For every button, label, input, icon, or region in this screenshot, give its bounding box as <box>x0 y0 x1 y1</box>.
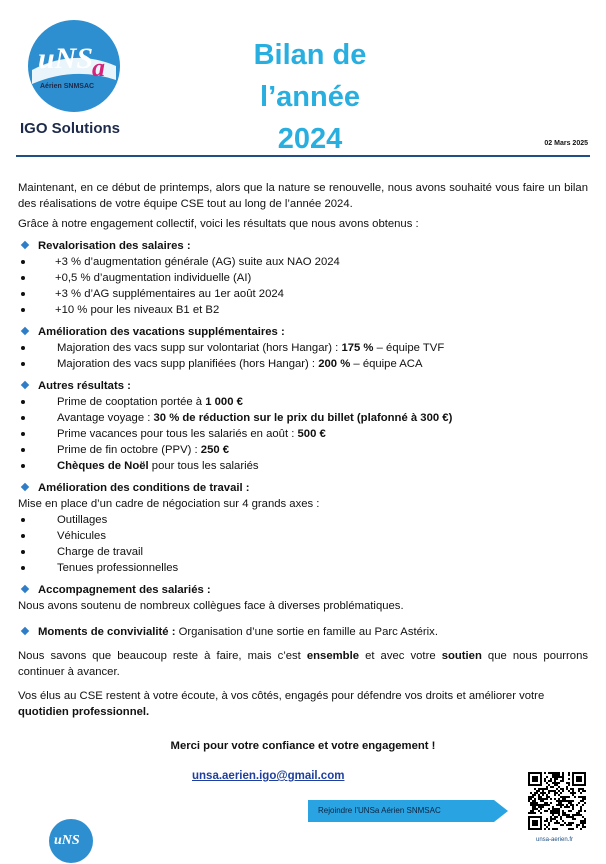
diamond-bullet-icon <box>21 381 29 389</box>
diamond-bullet-icon <box>21 627 29 635</box>
conditions-list <box>18 512 588 576</box>
company-name: IGO Solutions <box>20 120 120 137</box>
autres-list <box>18 394 588 474</box>
section-title: Amélioration des vacations supplémentaires : <box>38 326 285 338</box>
thanks-line: Merci pour votre confiance et votre engagement ! <box>170 740 436 752</box>
accompagnement-text: Nous avons soutenu de nombreux collègues face à diverses problématiques. <box>18 600 404 612</box>
section-title: Revalorisation des salaires : <box>38 240 191 252</box>
section-accompagnement <box>18 582 588 598</box>
list-item: Prime de fin octobre (PPV) : 250 € <box>18 442 588 458</box>
svg-text:uNS: uNS <box>54 833 80 848</box>
section-vacations <box>18 324 588 340</box>
salaires-list <box>18 254 588 318</box>
closing-paragraph-1: Nous savons que beaucoup reste à faire, mais c’est ensemble et avec votre soutien que nous pourrons continuer à avancer. <box>18 650 589 678</box>
section-salaires <box>18 238 588 254</box>
page-title <box>200 34 420 160</box>
conditions-lead: Mise en place d’un cadre de négociation sur 4 grands axes : <box>18 498 320 510</box>
section-autres <box>18 378 588 394</box>
website-caption: unsa-aerien.fr <box>536 837 574 843</box>
section-title: Moments de convivialité : <box>38 626 176 638</box>
svg-text:uNS: uNS <box>38 42 94 75</box>
title-line-2: 2024 <box>277 123 343 155</box>
section-title: Accompagnement des salariés : <box>38 584 211 596</box>
vacations-list <box>18 340 588 372</box>
intro-paragraph: Maintenant, en ce début de printemps, alors que la nature se renouvelle, nous avons souhaité vous faire un bilan des réalisations de votre équipe CSE tout au long de l’année 2024. <box>18 182 588 210</box>
diamond-bullet-icon <box>21 483 29 491</box>
email-link[interactable]: unsa.aerien.igo@gmail.com <box>192 770 345 782</box>
convivialite-text: Organisation d’une sortie en famille au Parc Astérix. <box>175 626 438 638</box>
list-item: Outillages <box>18 512 588 528</box>
closing-paragraph-2: Vos élus au CSE restent à votre écoute, à vos côtés, engagés pour défendre vos droits et améliorer votre quotidien professionnel. <box>18 690 545 718</box>
title-line-1: Bilan de l’année <box>253 39 367 113</box>
list-item: Majoration des vacs supp sur volontariat (hors Hangar) : 175 % – équipe TVF <box>18 340 588 356</box>
list-item: +3 % d’AG supplémentaires au 1er août 2024 <box>18 286 588 302</box>
document-body <box>18 180 588 754</box>
list-item: Avantage voyage : 30 % de réduction sur le prix du billet (plafonné à 300 €) <box>18 410 588 426</box>
unsa-logo-small <box>48 818 94 864</box>
list-item: Charge de travail <box>18 544 588 560</box>
svg-text:Aérien SNMSAC: Aérien SNMSAC <box>40 83 95 90</box>
list-item: Prime de cooptation portée à 1 000 € <box>18 394 588 410</box>
qr-code-icon[interactable] <box>528 772 586 830</box>
list-item: Tenues professionnelles <box>18 560 588 576</box>
svg-text:a: a <box>92 53 105 82</box>
list-item: +0,5 % d’augmentation individuelle (AI) <box>18 270 588 286</box>
header-divider <box>16 155 590 157</box>
diamond-bullet-icon <box>21 327 29 335</box>
list-item: Prime vacances pour tous les salariés en août : 500 € <box>18 426 588 442</box>
list-item: Véhicules <box>18 528 588 544</box>
intro-lead: Grâce à notre engagement collectif, voici les résultats que nous avons obtenus : <box>18 218 419 230</box>
diamond-bullet-icon <box>21 585 29 593</box>
diamond-bullet-icon <box>21 241 29 249</box>
list-item: Chèques de Noël pour tous les salariés <box>18 458 588 474</box>
section-title: Amélioration des conditions de travail : <box>38 482 250 494</box>
section-conditions <box>18 480 588 496</box>
join-banner-label: Rejoindre l’UNSa Aérien SNMSAC <box>318 806 441 815</box>
unsa-logo <box>26 18 122 114</box>
list-item: +10 % pour les niveaux B1 et B2 <box>18 302 588 318</box>
list-item: +3 % d’augmentation générale (AG) suite aux NAO 2024 <box>18 254 588 270</box>
section-convivialite <box>18 624 588 640</box>
list-item: Majoration des vacs supp planifiées (hors Hangar) : 200 % – équipe ACA <box>18 356 588 372</box>
section-title: Autres résultats : <box>38 380 131 392</box>
document-date: 02 Mars 2025 <box>544 140 588 147</box>
